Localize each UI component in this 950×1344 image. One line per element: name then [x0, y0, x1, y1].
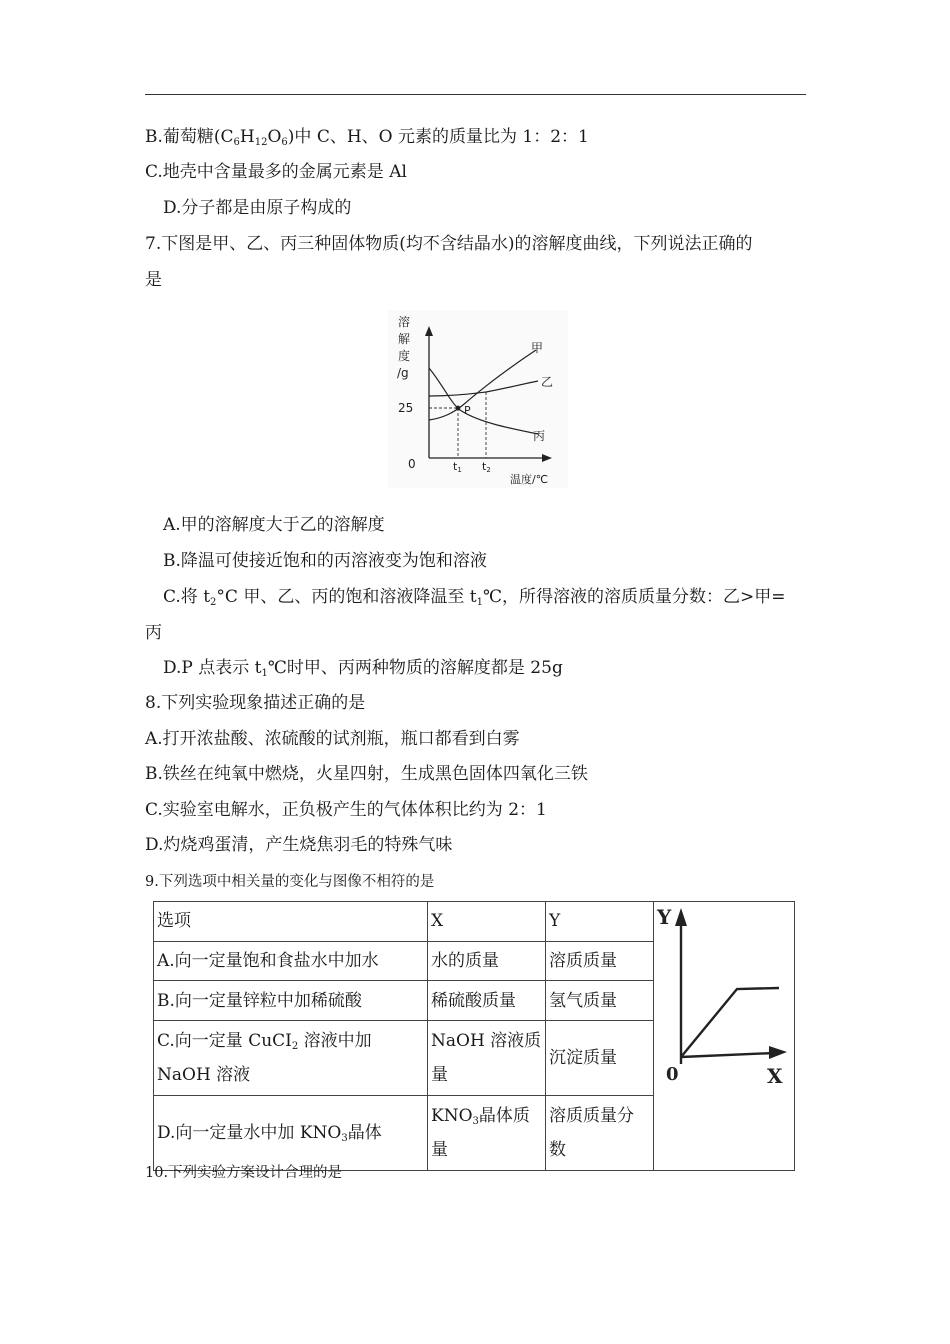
- row-c-x: NaOH 溶液质 量: [428, 1021, 546, 1095]
- q8-option-d: D.灼烧鸡蛋清，产生烧焦羽毛的特殊气味: [145, 835, 453, 855]
- origin-label: 0: [408, 457, 416, 471]
- q9-graph: [654, 902, 794, 1158]
- q8-stem: 8.下列实验现象描述正确的是: [145, 693, 366, 713]
- row-b-y: 氢气质量: [546, 981, 654, 1021]
- q7-option-a: A.甲的溶解度大于乙的溶解度: [163, 515, 385, 535]
- curve-label-bing: 丙: [533, 429, 546, 443]
- row-d-option: D.向一定量水中加 $KNO_3$晶体: [154, 1095, 428, 1170]
- solubility-curve-chart: [388, 310, 568, 488]
- row-d-y: 溶质质量分 数: [546, 1095, 654, 1170]
- curve-label-yi: 乙: [541, 375, 554, 389]
- q6-option-c: C.地壳中含量最多的金属元素是 Al: [145, 162, 407, 182]
- q9-table: [153, 901, 795, 1171]
- curve-label-jia: 甲: [531, 341, 544, 355]
- x-tick-t1: t1: [453, 460, 462, 474]
- x-axis-label: 温度/℃: [510, 473, 549, 486]
- y-tick-25: 25: [398, 401, 414, 415]
- table-row: [154, 902, 795, 942]
- q9-x-axis: [681, 1053, 774, 1057]
- q9-graph-cell: [654, 902, 795, 1171]
- q9-x-label: X: [767, 1064, 783, 1088]
- point-p-label: P: [464, 404, 471, 417]
- q8-option-b: B.铁丝在纯氧中燃烧，火星四射，生成黑色固体四氧化三铁: [145, 764, 588, 784]
- row-a-y: 溶质质量: [546, 941, 654, 981]
- row-a-option: A.向一定量饱和食盐水中加水: [154, 941, 428, 981]
- q8-option-c: C.实验室电解水，正负极产生的气体体积比约为 2：1: [145, 800, 547, 820]
- y-label-char-4: /g: [397, 366, 409, 380]
- q7-stem-line1: 7.下图是甲、乙、丙三种固体物质(均不含结晶水)的溶解度曲线，下列说法正确的: [145, 234, 753, 254]
- q6-option-b: B.葡萄糖$(C_6H_{12}O_6)$中 C、H、O 元素的质量比为 1：2：1: [145, 127, 589, 148]
- x-tick-t2: t2: [482, 460, 491, 474]
- q9-origin: 0: [666, 1064, 679, 1085]
- q9-y-label: Y: [657, 905, 672, 929]
- row-d-x: $KNO_3$晶体质 量: [428, 1095, 546, 1170]
- header-x: X: [428, 902, 546, 942]
- q9-y-arrow: [675, 908, 687, 926]
- q7-option-b: B.降温可使接近饱和的丙溶液变为饱和溶液: [163, 551, 487, 571]
- q7-option-c: C.将 $t_2^\circ C$ 甲、乙、丙的饱和溶液降温至 $t_1℃$，所得溶液的溶质质量分数：乙>甲=: [163, 587, 786, 608]
- header-option: 选项: [154, 902, 428, 942]
- q7-stem-line2: 是: [145, 270, 162, 290]
- row-c-option: C.向一定量 CuCI$_2$ 溶液中加 NaOH 溶液: [154, 1021, 428, 1095]
- q7-option-c-line2: 丙: [145, 623, 162, 643]
- row-a-x: 水的质量: [428, 941, 546, 981]
- y-label-char-3: 度: [398, 349, 411, 363]
- row-b-x: 稀硫酸质量: [428, 981, 546, 1021]
- q6-option-d: D.分子都是由原子构成的: [163, 198, 352, 218]
- row-c-y: 沉淀质量: [546, 1021, 654, 1095]
- q8-option-a: A.打开浓盐酸、浓硫酸的试剂瓶，瓶口都看到白雾: [145, 729, 520, 749]
- q9-x-arrow: [769, 1046, 787, 1059]
- q9-stem: 9.下列选项中相关量的变化与图像不相符的是: [145, 874, 435, 890]
- y-label-char-1: 溶: [398, 315, 411, 329]
- header-y: Y: [546, 902, 654, 942]
- q10-stem: 10.下列实验方案设计合理的是: [145, 1165, 343, 1181]
- q7-option-d: D.P 点表示 $t_1℃$时甲、丙两种物质的溶解度都是 25g: [163, 658, 563, 679]
- q9-line: [681, 988, 779, 1057]
- header-rule: [145, 94, 806, 95]
- point-p: [456, 406, 461, 411]
- row-b-option: B.向一定量锌粒中加稀硫酸: [154, 981, 428, 1021]
- y-label-char-2: 解: [398, 332, 411, 346]
